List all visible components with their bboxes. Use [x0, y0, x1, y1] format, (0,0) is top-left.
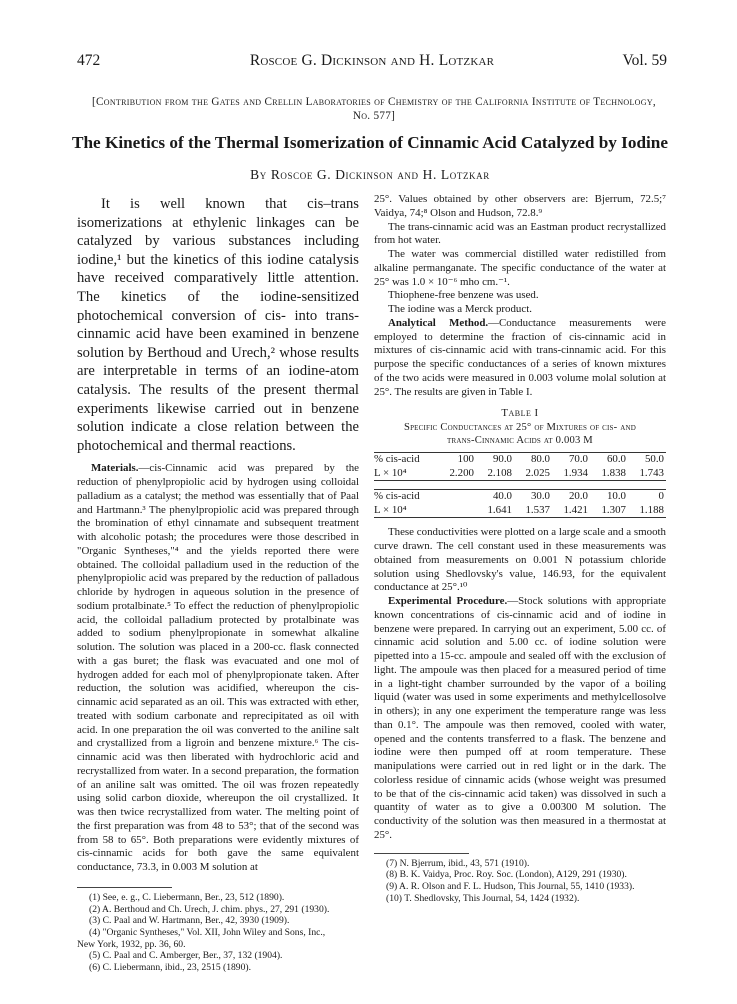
table-cell: 2.200: [438, 467, 476, 481]
footnote-rule: [77, 887, 172, 888]
table-subtitle: [374, 421, 666, 447]
table-cell: 80.0: [514, 453, 552, 467]
table-cell: 1.838: [590, 467, 628, 481]
table-cell: 1.743: [628, 467, 666, 481]
footnote: (7) N. Bjerrum, ibid., 43, 571 (1910).: [386, 857, 530, 869]
byline: By Roscoe G. Dickinson and H. Lotzkar: [250, 167, 490, 182]
table-subtitle-line: trans-Cinnamic Acids at 0.003 M: [447, 435, 593, 447]
footnote: (10) T. Shedlovsky, This Journal, 54, 1424 (1932).: [386, 892, 580, 904]
running-header: [77, 52, 667, 72]
right-footnotes: [374, 858, 666, 905]
paragraph: These conductivities were plotted on a large scale and a smooth curve drawn. The cell constant used in these measurements was obtained from measurements on 0.001 N potassium chloride solution using Shedlovsky's value, 146.93, for the equivalent conductance at 25°.¹⁰: [374, 526, 666, 594]
table-cell: 40.0: [476, 490, 514, 504]
paragraph: The trans-cinnamic acid was an Eastman product recrystallized from hot water.: [374, 220, 666, 247]
table-cell: 100: [438, 453, 476, 467]
left-footnotes: [77, 892, 359, 974]
table-cell: 90.0: [476, 453, 514, 467]
footnote: (3) C. Paal and W. Hartmann, Ber., 42, 3930 (1909).: [89, 915, 290, 927]
paragraph: Thiophene-free benzene was used.: [388, 289, 539, 302]
table-cell: 1.421: [552, 504, 590, 518]
table-cell: 2.108: [476, 467, 514, 481]
conductance-table: [374, 452, 666, 518]
table-row: [374, 467, 666, 481]
table-cell: 1.307: [590, 504, 628, 518]
volume-label: Vol. 59: [622, 52, 667, 69]
materials-text: —cis-Cinnamic acid was prepared by the reduction of phenylpropiolic acid by hydrogen using colloidal palladium as a catalyst; the method was essentially that of Paal and Hartmann.³ The phenylpropiolic acid was prepared through the bromination of ethyl cinnamate and subsequent treatment with alcoholic potash; the procedures were those described in "Organic Syntheses,"⁴ and the yields reported there were obtained. The colloidal palladium used in the reduction of the phenylpropiolic acid was prepared by the reduction of palladous chloride by hydrogen in aqueous solution in the presence of sodium protalbinate.⁵ To effect the reduction of phenylpropiolic acid, the colloidal palladium protected by protalbinate was added to sodium phenylpropionate in somewhat alkaline solution. The solution was placed in a 200-cc. flask connected with a gas buret; the flask was evacuated and one mol of hydrogen added for each mol of phenylpropionate taken. After reduction, the solution was acidified, whereupon the cis-cinnamic acid separated as an oil. This was extracted with ether, treated with sodium carbonate and reprecipitated as oil with acid. In one preparation the oil was converted to the aniline salt and crystallized from a ligroin and benzene mixture.⁶ The cis-cinnamic acid was then liberated with hydrochloric acid and recrystallized from water. In a second preparation, the formation of an aniline salt was omitted. The oil was frozen repeatedly using solid carbon dioxide, whereupon the oil crystallized. It was then twice recrystallized from water. The melting point of the first preparation was from 48 to 53°; that of the second was from 58 to 65°. Both preparations were evidently mixtures of cis-cinnamic acids for both gave the same equivalent conductance, 73.3, in 0.003 M solution at: [77, 462, 359, 874]
running-authors: Roscoe G. Dickinson and H. Lotzkar: [249, 52, 495, 69]
table-cell: 70.0: [552, 453, 590, 467]
table-cell: 50.0: [628, 453, 666, 467]
row-label: L × 10⁴: [374, 467, 438, 481]
paragraph: The water was commercial distilled water redistilled from alkaline permanganate. The specific conductance of the water at 25° was 1.0 × 10⁻⁶ mho cm.⁻¹.: [374, 248, 666, 288]
table-cell: 2.025: [514, 467, 552, 481]
table-cell: 0: [628, 490, 666, 504]
table-row: [374, 490, 666, 504]
analytical-paragraph: [374, 317, 666, 400]
footnote: (5) C. Paal and C. Amberger, Ber., 37, 132 (1904).: [89, 950, 283, 962]
footnote: (6) C. Liebermann, ibid., 23, 2515 (1890).: [89, 962, 251, 974]
table-cell: 1.934: [552, 467, 590, 481]
materials-paragraph: [77, 462, 359, 875]
footnote-rule: [374, 853, 469, 854]
experimental-text: —Stock solutions with appropriate known concentrations of cis-cinnamic acid and of iodine in benzene were prepared. In carrying out an experiment, 5.00 cc. of cinnamic acid solution and 5.00 cc. of iodine solution were pipetted into a 15-cc. ampoule and sealed off with the exclusion of light. The ampoule was then placed for a measured period of time in a light-tight chamber surrounded by the vapor of a boiling liquid (water was used in some experiments and methylcellosolve in others); in any one experiment the temperature range was less than 0.1°. The ampoule was then removed, cooled with water, opened and the contents transferred to a flask. The benzene and iodine were then pumped off at room temperature. These manipulations were carried out in red light or in the dark. The colorless residue of cinnamic acids (whose weight was presumed to be that of the cis-cinnamic acid taken) was dissolved in such a quantity of water as to give a 0.00300 M solution. The conductivity of the solution was then measured in a thermostat at 25°.: [374, 595, 667, 841]
row-label: L × 10⁴: [374, 504, 438, 518]
intro-paragraph: It is well known that cis–trans isomerizations at ethylenic linkages can be catalyzed by various substances including iodine,¹ but the kinetics of this iodine catalysis have received comparatively little attention. The kinetics of the iodine-sensitized photochemical conversion of cis- into trans-cinnamic acid have been examined in benzene solution by Berthoud and Urech,² whose results are interpretable in terms of an iodine-atom catalysis. The results of the present thermal experiments likewise carried out in benzene solution indicate a close relation between the photochemical and thermal reactions.: [77, 196, 359, 454]
analytical-text: —Conductance measurements were employed to determine the fraction of cis-cinnamic acid in mixtures of cis-cinnamic acid with trans-cinnamic acid. For this purpose the specific conductances of a series of known mixtures of the two acids were measured in 0.003 volume molal solution at 25°. The results are given in Table I.: [374, 316, 666, 398]
footnote: (1) See, e. g., C. Liebermann, Ber., 23, 512 (1890).: [89, 891, 285, 903]
table-spacer: [374, 481, 666, 490]
row-label: % cis-acid: [374, 453, 438, 467]
article-title: The Kinetics of the Thermal Isomerization of Cinnamic Acid Catalyzed by Iodine: [72, 133, 668, 152]
footnote: (8) B. K. Vaidya, Proc. Roy. Soc. (London), A129, 291 (1930).: [386, 869, 627, 881]
paragraph: The iodine was a Merck product.: [388, 303, 532, 315]
table-cell: [438, 490, 476, 504]
table-subtitle-line: Specific Conductances at 25° of Mixtures of cis- and: [403, 422, 636, 434]
left-column: [77, 195, 359, 974]
table-caption: Table I: [501, 407, 539, 420]
footnote-continuation: New York, 1932, pp. 36, 60.: [77, 938, 186, 950]
experimental-paragraph: [374, 595, 666, 843]
materials-heading: Materials.: [91, 462, 139, 475]
table-cell: 1.641: [476, 504, 514, 518]
footnote: (2) A. Berthoud and Ch. Urech, J. chim. phys., 27, 291 (1930).: [89, 903, 330, 915]
table-cell: 1.188: [628, 504, 666, 518]
footnote: (9) A. R. Olson and F. L. Hudson, This Journal, 55, 1410 (1933).: [386, 880, 635, 892]
paragraph: 25°. Values obtained by other observers are: Bjerrum, 72.5;⁷ Vaidya, 74;⁸ Olson and Hudson, 72.8.⁹: [374, 193, 666, 219]
table-cell: 30.0: [514, 490, 552, 504]
table-cell: 20.0: [552, 490, 590, 504]
contribution-note: [Contribution from the Gates and Crellin Laboratories of Chemistry of the California Institute of Technology, No. 577]: [91, 96, 656, 122]
footnote: (4) "Organic Syntheses," Vol. XII, John Wiley and Sons, Inc.,: [89, 926, 326, 938]
table-cell: 10.0: [590, 490, 628, 504]
table-cell: 1.537: [514, 504, 552, 518]
table-row: [374, 504, 666, 518]
table-cell: [438, 504, 476, 518]
right-column: [374, 193, 666, 904]
row-label: % cis-acid: [374, 490, 438, 504]
page-number: 472: [77, 52, 101, 69]
table-cell: 60.0: [590, 453, 628, 467]
analytical-heading: Analytical Method.: [388, 316, 489, 329]
experimental-heading: Experimental Procedure.: [388, 595, 508, 607]
table-row: [374, 453, 666, 467]
